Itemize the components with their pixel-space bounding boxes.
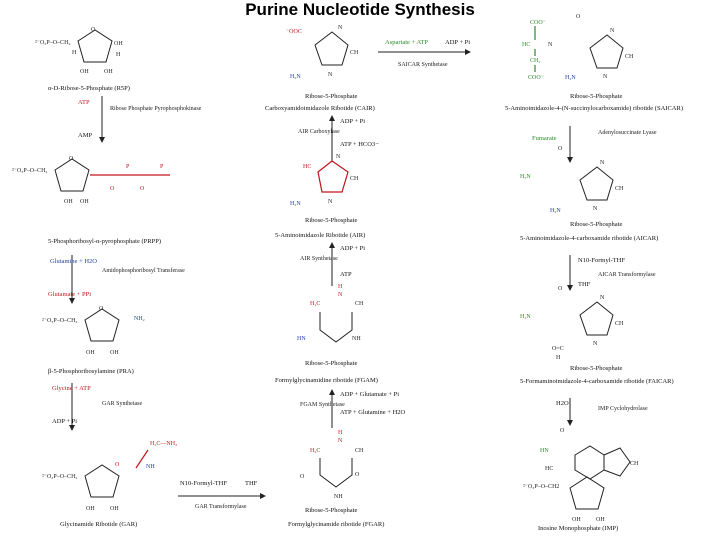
compound-fgam: Formylglycinamidine ribotide (FGAM) <box>275 377 378 384</box>
svg-text:OH: OH <box>80 69 89 75</box>
svg-text:O: O <box>558 146 563 152</box>
svg-text:H₂N: H₂N <box>520 314 531 320</box>
svg-text:O: O <box>69 156 74 162</box>
step7-enzyme: AIR Carboxylase <box>298 129 340 135</box>
svg-text:CH: CH <box>350 50 359 56</box>
compound-fgar: Formylglycinamide ribotide (FGAR) <box>288 521 385 528</box>
svg-text:O: O <box>91 27 96 33</box>
svg-text:CH: CH <box>615 186 624 192</box>
svg-text:NH: NH <box>352 336 361 342</box>
gar-structure <box>42 441 177 512</box>
svg-text:CH: CH <box>350 176 359 182</box>
svg-text:NH₂: NH₂ <box>134 316 145 322</box>
svg-text:CH₂: CH₂ <box>530 58 541 64</box>
faicar-structure <box>520 286 624 361</box>
svg-text:²⁻O₃P–O–CH₂: ²⁻O₃P–O–CH₂ <box>42 474 78 480</box>
saicar-structure <box>522 14 634 81</box>
step8-out: ADP + Pi <box>445 39 471 46</box>
svg-text:OH: OH <box>572 517 581 523</box>
svg-text:P: P <box>160 164 164 170</box>
svg-text:H: H <box>338 284 343 290</box>
svg-text:N: N <box>338 438 343 444</box>
svg-text:OH: OH <box>110 350 119 356</box>
step7-out: ADP + Pi <box>340 118 366 125</box>
svg-text:H: H <box>338 430 343 436</box>
svg-text:NH: NH <box>146 464 155 470</box>
aicar-structure <box>520 146 624 214</box>
svg-text:O: O <box>140 186 145 192</box>
step10-enzyme: AICAR Transformylase <box>598 272 656 278</box>
svg-text:O: O <box>558 286 563 292</box>
compound-faicar: 5-Formaminoimidazole-4-carboxamide ribotide (FAICAR) <box>520 378 674 385</box>
svg-text:O: O <box>560 428 565 434</box>
compound-cair: Carboxyamidoimidazole Ribotide (CAIR) <box>265 105 375 112</box>
svg-text:H₂N: H₂N <box>565 75 576 81</box>
svg-text:OH: OH <box>596 517 605 523</box>
label-r5p-faicar: Ribose-5-Phosphate <box>570 365 623 372</box>
svg-text:OH: OH <box>80 199 89 205</box>
prpp-structure <box>12 156 170 205</box>
svg-text:N: N <box>338 25 343 31</box>
svg-text:NH: NH <box>334 494 343 500</box>
step11-enzyme: IMP Cyclohydrolase <box>598 406 648 412</box>
cair-structure <box>286 25 359 80</box>
step9-out: Fumarate <box>532 135 557 142</box>
svg-text:P: P <box>126 164 130 170</box>
step10-in: N10-Formyl-THF <box>578 257 625 264</box>
imp-structure <box>523 428 639 523</box>
step5-enzyme: FGAM Synthetase <box>300 402 345 408</box>
svg-text:HC: HC <box>545 466 554 472</box>
step5-in: ATP + Glutamine + H2O <box>340 409 406 416</box>
label-r5p-air: Ribose-5-Phosphate <box>305 217 358 224</box>
svg-text:N: N <box>610 28 615 34</box>
svg-text:HN: HN <box>540 448 549 454</box>
svg-text:O=C: O=C <box>552 346 564 352</box>
step2-enzyme: Amidophosphoribosyl Transferase <box>102 268 185 274</box>
air-structure <box>290 154 359 207</box>
svg-text:OH: OH <box>64 199 73 205</box>
label-r5p-aicar: Ribose-5-Phosphate <box>570 221 623 228</box>
compound-gar: Glycinamide Ribotide (GAR) <box>60 521 138 528</box>
svg-text:N: N <box>593 341 598 347</box>
step3-enzyme: GAR Synthetase <box>102 401 143 407</box>
diagram-title: Purine Nucleotide Synthesis <box>245 0 475 19</box>
svg-text:H: H <box>116 52 121 58</box>
compound-aicar: 5-Aminoimidazole-4-carboxamide ribotide (AICAR) <box>520 235 659 242</box>
pra-structure <box>42 306 145 356</box>
label-r5p-fgar: Ribose-5-Phosphate <box>305 507 358 514</box>
svg-text:O: O <box>576 14 581 20</box>
svg-text:H₂N: H₂N <box>290 74 301 80</box>
svg-text:CH: CH <box>615 321 624 327</box>
svg-text:OH: OH <box>114 41 123 47</box>
step8-in: Aspartate + ATP <box>385 39 429 46</box>
step3-out: ADP + Pi <box>52 418 78 425</box>
fgam-structure <box>297 284 364 342</box>
fgar-structure <box>300 430 364 500</box>
compound-pra: β-5-Phosphoribosylamine (PRA) <box>48 368 134 375</box>
step6-enzyme: AIR Synthetase <box>300 256 338 262</box>
step3-in: Glycine + ATP <box>52 385 91 392</box>
svg-text:OH: OH <box>86 506 95 512</box>
svg-text:HC: HC <box>522 42 531 48</box>
label-r5p-saicar: Ribose-5-Phosphate <box>570 93 623 100</box>
label-r5p-cair: Ribose-5-Phosphate <box>305 93 358 100</box>
svg-text:H: H <box>556 355 561 361</box>
svg-text:²⁻O₃P–O–CH₂: ²⁻O₃P–O–CH₂ <box>42 318 78 324</box>
step4-in: N10-Formyl-THF <box>180 480 227 487</box>
svg-text:COO⁻: COO⁻ <box>528 75 544 81</box>
step6-out: ADP + Pi <box>340 245 366 252</box>
step1-enzyme: Ribose Phosphate Pyrophosphokinase <box>110 106 202 112</box>
svg-text:O: O <box>355 472 360 478</box>
r5p-structure <box>35 27 123 75</box>
compound-imp: Inosine Monophosphate (IMP) <box>538 525 619 532</box>
compound-saicar: 5-Aminoimidazole-4-(N-succinylocarboxamide) ribotide (SAICAR) <box>505 105 683 112</box>
svg-text:COO⁻: COO⁻ <box>530 20 546 26</box>
label-r5p-fgam: Ribose-5-Phosphate <box>305 360 358 367</box>
step2-in: Glutamine + H2O <box>50 258 97 265</box>
svg-text:O: O <box>300 474 305 480</box>
svg-text:OH: OH <box>110 506 119 512</box>
svg-text:H₂C—NH₂: H₂C—NH₂ <box>150 441 178 447</box>
svg-text:CH: CH <box>355 448 364 454</box>
svg-text:O: O <box>115 462 120 468</box>
svg-text:H₂N: H₂N <box>520 174 531 180</box>
step6-in: ATP <box>340 271 352 278</box>
svg-text:²⁻O₃P–O–CH₂: ²⁻O₃P–O–CH₂ <box>35 40 71 46</box>
svg-text:N: N <box>593 206 598 212</box>
svg-text:CH: CH <box>355 301 364 307</box>
svg-text:N: N <box>600 160 605 166</box>
svg-text:N: N <box>328 199 333 205</box>
svg-text:N: N <box>336 154 341 160</box>
svg-text:⁻OOC: ⁻OOC <box>286 29 302 35</box>
svg-text:H₂C: H₂C <box>310 301 321 307</box>
step4-enzyme: GAR Transformylase <box>195 504 247 510</box>
svg-text:H: H <box>72 50 77 56</box>
step4-out: THF <box>245 480 258 487</box>
svg-text:H₂N: H₂N <box>550 208 561 214</box>
step8-enzyme: SAICAR Synthetase <box>398 62 448 68</box>
svg-text:²⁻O₃P–O–CH₂: ²⁻O₃P–O–CH₂ <box>12 168 48 174</box>
step1-in: ATP <box>78 99 90 106</box>
svg-text:OH: OH <box>104 69 113 75</box>
compound-r5p: α-D-Ribose-5-Phosphate (R5P) <box>48 85 130 92</box>
step10-out: THF <box>578 281 591 288</box>
step9-enzyme: Adenylosuccinate Lyase <box>598 130 657 136</box>
svg-text:N: N <box>548 42 553 48</box>
compound-air: 5-Aminoimidazole Ribotide (AIR) <box>275 232 366 239</box>
step2-out: Glutamate + PPi <box>48 291 92 298</box>
svg-text:O: O <box>99 306 104 312</box>
svg-text:HC: HC <box>303 164 312 170</box>
svg-text:N: N <box>328 72 333 78</box>
step5-out: ADP + Glutamate + Pi <box>340 391 400 398</box>
step11-out: H2O <box>556 400 569 407</box>
compound-prpp: 5-Phosphoribosyl-α-pyrophosphate (PRPP) <box>48 238 162 245</box>
svg-text:CH: CH <box>625 54 634 60</box>
svg-text:N: N <box>603 74 608 80</box>
svg-text:N: N <box>600 295 605 301</box>
svg-text:HN: HN <box>297 336 306 342</box>
svg-text:H₂C: H₂C <box>310 448 321 454</box>
svg-text:H₂N: H₂N <box>290 201 301 207</box>
svg-text:CH: CH <box>630 461 639 467</box>
svg-text:N: N <box>338 292 343 298</box>
svg-text:OH: OH <box>86 350 95 356</box>
step1-out: AMP <box>78 132 93 139</box>
svg-text:²⁻O₃P–O–CH2: ²⁻O₃P–O–CH2 <box>523 484 560 490</box>
step7-in: ATP + HCO3− <box>340 141 379 148</box>
svg-text:O: O <box>110 186 115 192</box>
